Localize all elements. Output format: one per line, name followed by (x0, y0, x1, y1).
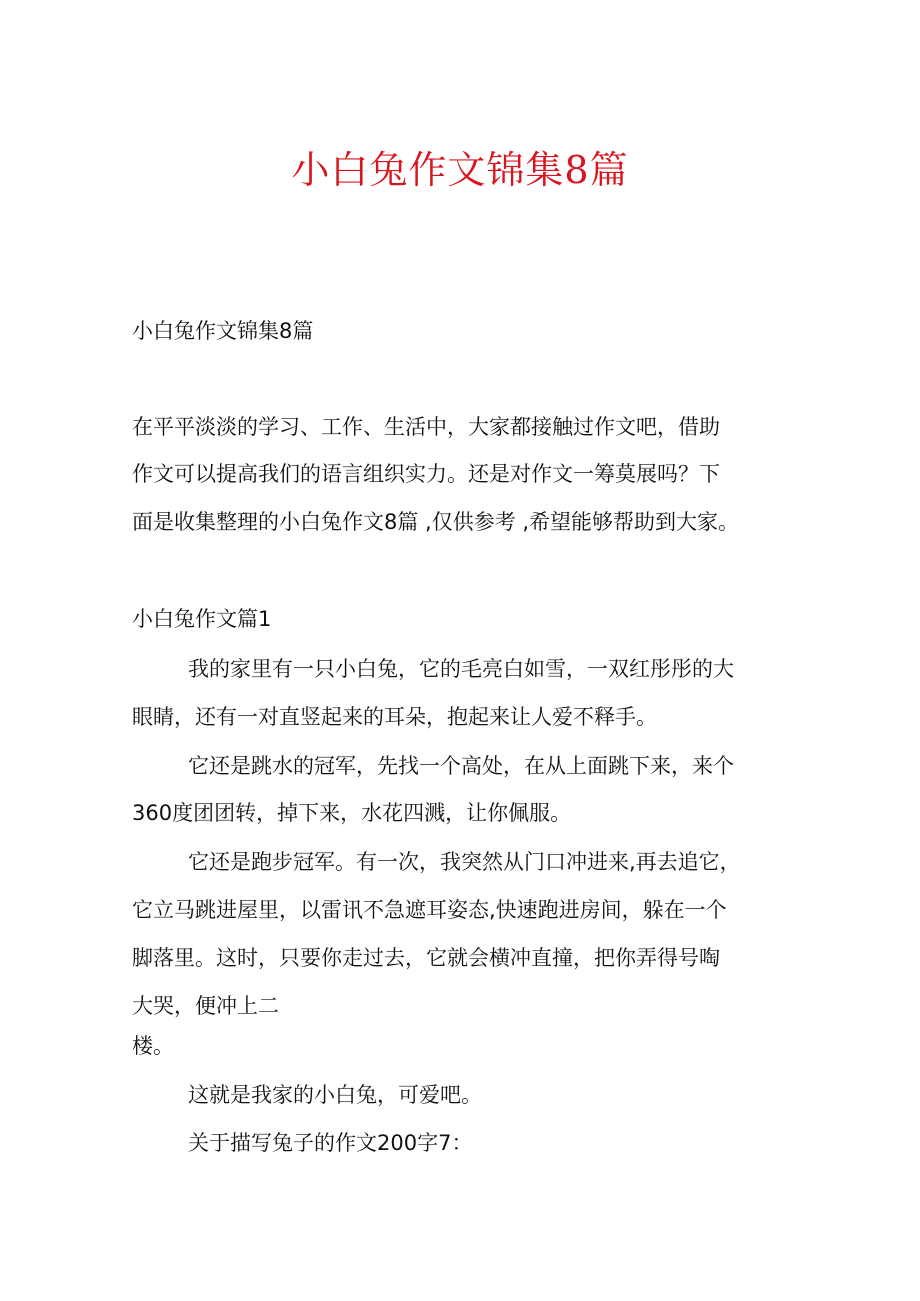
section-heading: 小白兔作文篇1 (132, 607, 272, 631)
intro-line-1: 在平平淡淡的学习、工作、生活中，大家都接触过作文吧，借助 (132, 415, 720, 439)
paragraph-line: 360度团团转，掉下来，水花四溅，让你佩服。 (132, 801, 572, 825)
paragraph-line: 眼睛，还有一对直竖起来的耳朵，抱起来让人爱不释手。 (132, 705, 657, 729)
intro-line-3: 面是收集整理的小白兔作文8篇 ,仅供参考 ,希望能够帮助到大家。 (132, 510, 740, 534)
paragraph-line: 关于描写兔子的作文200字7： (188, 1131, 473, 1155)
page-title: 小白兔作文锦集8篇 (291, 148, 629, 192)
paragraph-line: 它立马跳进屋里，以雷讯不急遮耳姿态,快速跑进房间，躲在一个 (132, 898, 727, 922)
paragraph-line: 这就是我家的小白兔，可爱吧。 (188, 1083, 482, 1107)
document-subtitle: 小白兔作文锦集8篇 (132, 319, 314, 343)
paragraph-line: 楼。 (132, 1034, 174, 1058)
paragraph-line: 脚落里。这时，只要你走过去，它就会横冲直撞，把你弄得号啕 (132, 946, 720, 970)
paragraph-line: 大哭，便冲上二 (132, 994, 279, 1018)
paragraph-line: 它还是跳水的冠军，先找一个高处，在从上面跳下来，来个 (188, 754, 734, 778)
paragraph-line: 它还是跑步冠军。有一次，我突然从门口冲进来,再去追它， (188, 850, 741, 874)
paragraph-line: 我的家里有一只小白兔，它的毛亮白如雪，一双红彤彤的大 (188, 657, 734, 681)
intro-line-2: 作文可以提高我们的语言组织实力。还是对作文一筹莫展吗？下 (132, 462, 720, 486)
